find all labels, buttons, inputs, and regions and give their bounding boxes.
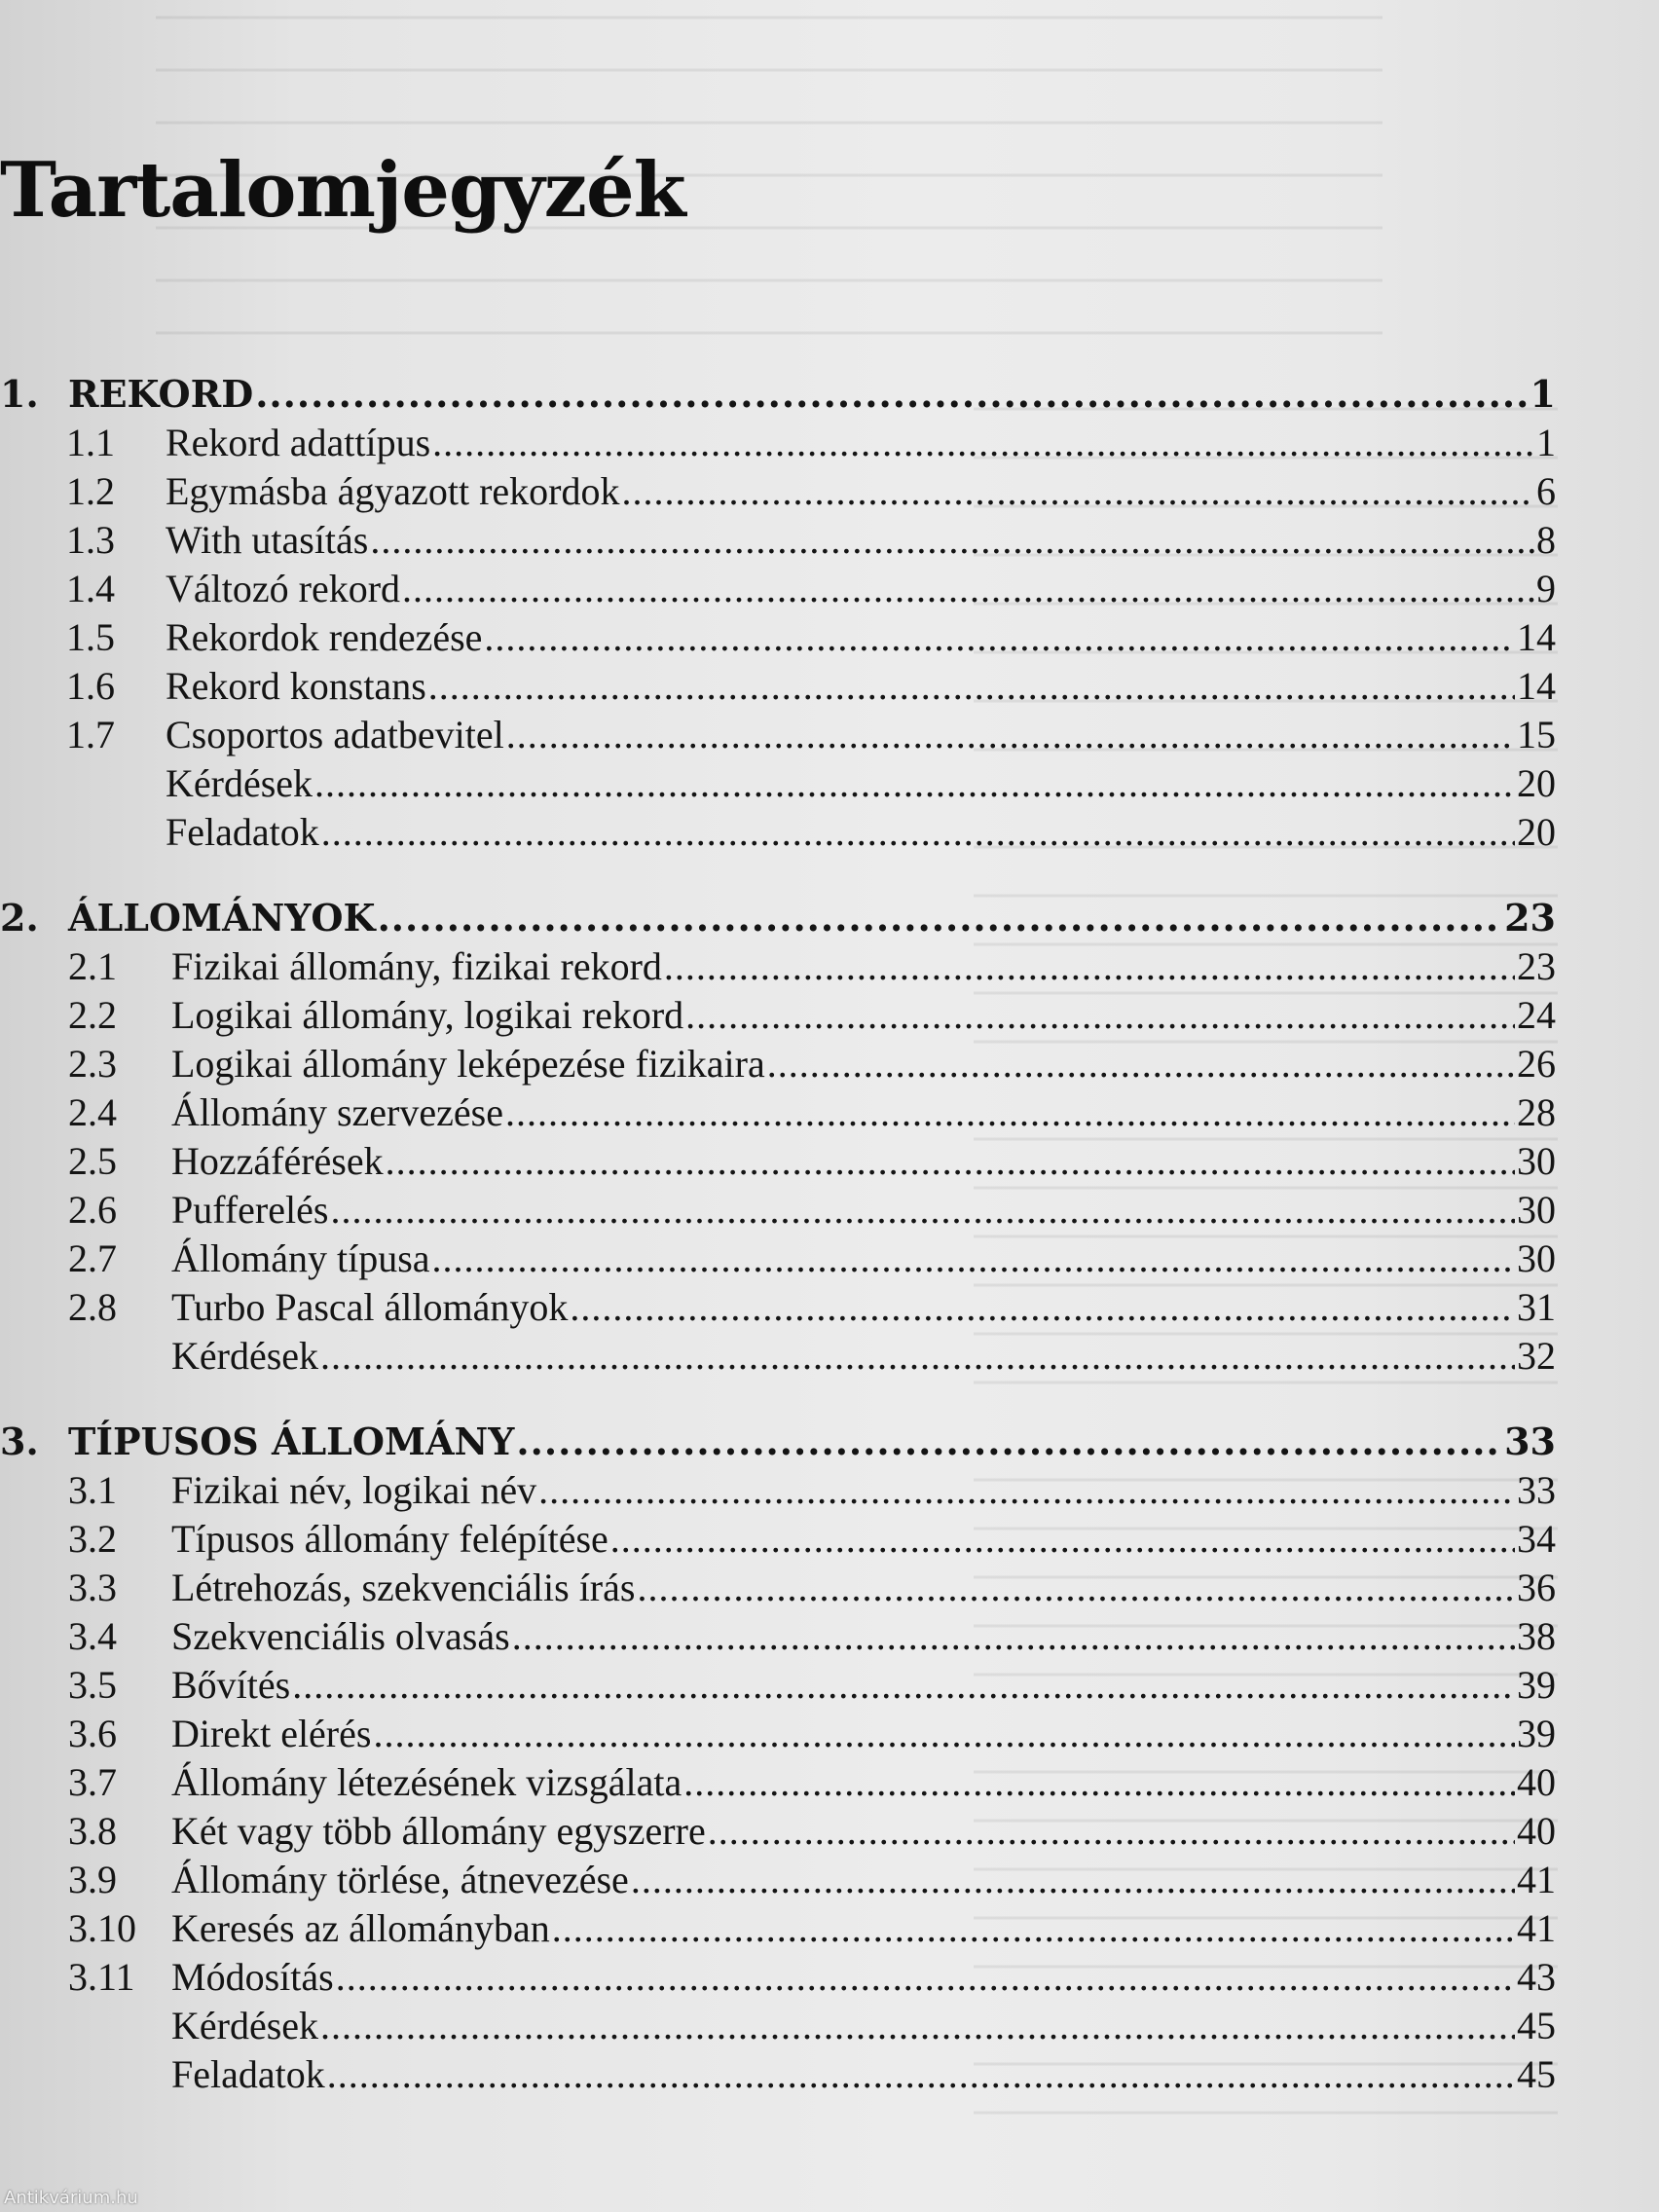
entry-title: Direkt elérés [171,1712,372,1755]
entry-title: Két vagy több állomány egyszerre [171,1809,706,1853]
entry-page: 20 [1517,761,1556,805]
dot-leader [320,1332,1515,1381]
entry-number: 2.5 [68,1139,117,1183]
toc-entry[interactable] [0,1040,1556,1088]
dot-leader [432,1235,1515,1283]
dot-leader [708,1807,1515,1856]
toc-entry[interactable] [0,711,1556,759]
entry-title: Feladatok [171,2052,325,2096]
entry-title: Keresés az állományban [171,1906,550,1950]
chapter-title: TÍPUSOS ÁLLOMÁNY [68,1419,515,1463]
entry-page: 43 [1517,1955,1556,1999]
site-watermark: Antikvárium.hu [4,2188,138,2208]
dot-leader [314,759,1515,808]
entry-page: 41 [1517,1858,1556,1901]
dot-leader [484,613,1515,662]
chapter-title: REKORD [68,372,254,416]
entry-title: Hozzáférések [171,1139,384,1183]
entry-page: 40 [1517,1760,1556,1804]
entry-title: Logikai állomány leképezése fizikaira [171,1042,765,1086]
toc-entry[interactable] [0,1515,1556,1564]
page-title: Tartalomjegyzék [0,146,685,235]
entry-page: 41 [1517,1906,1556,1950]
entry-page: 28 [1517,1090,1556,1134]
dot-leader [370,516,1534,565]
entry-title: Állomány típusa [171,1236,430,1280]
entry-title: Feladatok [166,810,319,854]
entry-number: 1.5 [66,615,115,659]
dot-leader [683,1758,1515,1807]
entry-page: 33 [1517,1468,1556,1512]
entry-page: 38 [1517,1614,1556,1658]
dot-leader [664,942,1515,991]
entry-title: Állomány törlése, átnevezése [171,1858,629,1901]
chapter-number: 1. [0,372,39,416]
toc-entry[interactable] [0,942,1556,991]
toc-section [0,370,1556,857]
chapter-page: 23 [1504,896,1556,940]
entry-page: 31 [1517,1285,1556,1329]
entry-title: Szekvenciális olvasás [171,1614,510,1658]
entry-number: 3.8 [68,1809,117,1853]
entry-number: 3.6 [68,1712,117,1755]
toc-chapter-heading[interactable] [0,1418,1556,1466]
toc-entry[interactable] [0,1186,1556,1235]
dot-leader [538,1466,1515,1515]
entry-number: 2.3 [68,1042,117,1086]
toc-entry[interactable] [0,808,1556,857]
dot-leader [685,991,1515,1040]
entry-number: 3.2 [68,1517,117,1561]
entry-number: 1.2 [66,469,115,513]
entry-title: Logikai állomány, logikai rekord [171,993,684,1037]
entry-page: 32 [1517,1334,1556,1378]
entry-page: 20 [1517,810,1556,854]
toc-entry[interactable] [0,1235,1556,1283]
toc-chapter-heading[interactable] [0,894,1556,942]
entry-number: 3.5 [68,1663,117,1707]
dot-leader [767,1040,1515,1088]
chapter-title: ÁLLOMÁNYOK [68,896,376,940]
toc-section [0,894,1556,1381]
entry-page: 40 [1517,1809,1556,1853]
dot-leader [327,2050,1515,2099]
chapter-page: 1 [1530,372,1556,416]
entry-title: Kérdések [166,761,313,805]
dot-leader [386,1137,1515,1186]
toc-entry[interactable] [0,1758,1556,1807]
entry-page: 23 [1517,944,1556,988]
dot-leader [506,711,1515,759]
entry-number: 2.1 [68,944,117,988]
table-of-contents [0,370,1556,2136]
entry-page: 39 [1517,1663,1556,1707]
toc-entry[interactable] [0,2002,1556,2050]
entry-title: Pufferelés [171,1188,329,1232]
entry-number: 2.4 [68,1090,117,1134]
chapter-page: 33 [1504,1419,1556,1463]
dot-leader [292,1661,1515,1710]
dot-leader [336,1953,1515,2002]
entry-number: 1.4 [66,567,115,610]
entry-page: 6 [1536,469,1556,513]
dot-leader [330,1186,1515,1235]
toc-entry[interactable] [0,565,1556,613]
entry-page: 39 [1517,1712,1556,1755]
entry-number: 3.1 [68,1468,117,1512]
entry-number: 3.11 [68,1955,135,1999]
toc-entry[interactable] [0,1332,1556,1381]
entry-page: 8 [1536,518,1556,562]
chapter-number: 3. [0,1419,39,1463]
entry-number: 3.10 [68,1906,136,1950]
toc-entry[interactable] [0,1661,1556,1710]
toc-entry[interactable] [0,1856,1556,1904]
entry-title: Fizikai állomány, fizikai rekord [171,944,662,988]
entry-title: Csoportos adatbevitel [166,713,504,756]
entry-title: Kérdések [171,2004,319,2047]
entry-page: 26 [1517,1042,1556,1086]
entry-title: With utasítás [166,518,369,562]
dot-leader [428,662,1515,711]
entry-title: Módosítás [171,1955,334,1999]
toc-entry[interactable] [0,516,1556,565]
dot-leader [631,1856,1515,1904]
chapter-number: 2. [0,896,39,940]
entry-number: 1.3 [66,518,115,562]
entry-number: 3.7 [68,1760,117,1804]
entry-page: 14 [1517,664,1556,708]
dot-leader [378,894,1503,942]
entry-page: 36 [1517,1566,1556,1609]
entry-title: Létrehozás, szekvenciális írás [171,1566,636,1609]
entry-page: 30 [1517,1139,1556,1183]
entry-page: 24 [1517,993,1556,1037]
entry-number: 2.6 [68,1188,117,1232]
toc-entry[interactable] [0,1088,1556,1137]
entry-title: Kérdések [171,1334,319,1378]
toc-entry[interactable] [0,2050,1556,2099]
entry-title: Fizikai név, logikai név [171,1468,537,1512]
toc-entry[interactable] [0,1904,1556,1953]
toc-entry[interactable] [0,419,1556,467]
entry-title: Bővítés [171,1663,291,1707]
dot-leader [516,1418,1502,1466]
entry-page: 15 [1517,713,1556,756]
entry-number: 1.6 [66,664,115,708]
entry-page: 45 [1517,2052,1556,2096]
entry-title: Állomány létezésének vizsgálata [171,1760,682,1804]
toc-entry[interactable] [0,662,1556,711]
toc-entry[interactable] [0,1466,1556,1515]
entry-title: Rekord konstans [166,664,426,708]
entry-number: 2.7 [68,1236,117,1280]
entry-page: 1 [1536,421,1556,464]
dot-leader [321,808,1515,857]
dot-leader [505,1088,1515,1137]
toc-section [0,1418,1556,2099]
entry-number: 3.9 [68,1858,117,1901]
entry-title: Változó rekord [166,567,401,610]
dot-leader [570,1283,1515,1332]
entry-title: Rekordok rendezése [166,615,483,659]
dot-leader [637,1564,1515,1612]
toc-entry[interactable] [0,1612,1556,1661]
entry-number: 1.1 [66,421,115,464]
toc-entry[interactable] [0,991,1556,1040]
dot-leader [512,1612,1515,1661]
entry-page: 30 [1517,1236,1556,1280]
dot-leader [373,1710,1515,1758]
dot-leader [610,1515,1515,1564]
entry-number: 3.4 [68,1614,117,1658]
entry-title: Turbo Pascal állományok [171,1285,569,1329]
entry-page: 14 [1517,615,1556,659]
dot-leader [552,1904,1515,1953]
toc-entry[interactable] [0,1710,1556,1758]
dot-leader [432,419,1534,467]
dot-leader [402,565,1534,613]
entry-page: 30 [1517,1188,1556,1232]
toc-entry[interactable] [0,1953,1556,2002]
entry-number: 2.8 [68,1285,117,1329]
dot-leader [320,2002,1515,2050]
toc-chapter-heading[interactable] [0,370,1556,419]
entry-title: Egymásba ágyazott rekordok [166,469,620,513]
entry-number: 1.7 [66,713,115,756]
dot-leader [622,467,1534,516]
toc-entry[interactable] [0,759,1556,808]
toc-entry[interactable] [0,1564,1556,1612]
entry-number: 3.3 [68,1566,117,1609]
entry-page: 34 [1517,1517,1556,1561]
entry-page: 45 [1517,2004,1556,2047]
toc-entry[interactable] [0,467,1556,516]
toc-entry[interactable] [0,1283,1556,1332]
entry-title: Állomány szervezése [171,1090,503,1134]
toc-entry[interactable] [0,1807,1556,1856]
entry-page: 9 [1536,567,1556,610]
entry-title: Típusos állomány felépítése [171,1517,608,1561]
toc-entry[interactable] [0,1137,1556,1186]
dot-leader [255,370,1528,419]
entry-number: 2.2 [68,993,117,1037]
toc-entry[interactable] [0,613,1556,662]
entry-title: Rekord adattípus [166,421,431,464]
